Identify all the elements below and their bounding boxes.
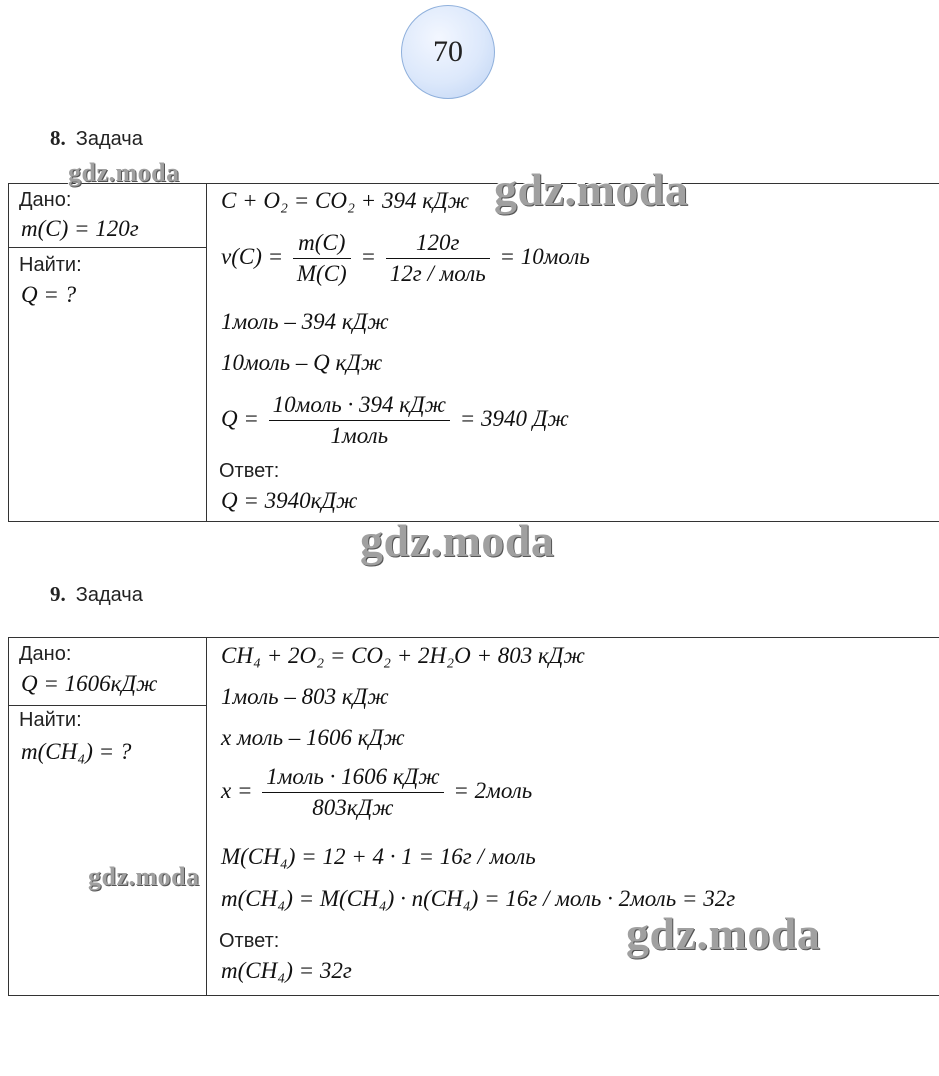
task-9-number: 9.	[50, 582, 66, 606]
reaction-equation: C + O₂ = CO₂ + 394 кДж	[221, 188, 469, 213]
given-value: m(C) = 120г	[21, 216, 139, 241]
task-9-heading	[50, 582, 143, 607]
moles-calculation	[221, 230, 590, 287]
table-divider	[9, 705, 206, 706]
proportion-line-2: 10моль – Q кДж	[221, 350, 383, 375]
find-label: Найти:	[19, 709, 82, 731]
fraction	[262, 764, 443, 821]
find-value: m(CH₄) = ?	[21, 739, 132, 764]
proportion-line-1: 1моль – 394 кДж	[221, 309, 389, 334]
table-divider	[206, 638, 207, 995]
page-number-badge: 70	[401, 5, 495, 99]
fraction	[269, 392, 450, 449]
moles-lhs: ν(C) =	[221, 243, 284, 269]
fraction	[386, 230, 490, 287]
watermark: gdz.moda	[626, 908, 821, 959]
watermark: gdz.moda	[68, 158, 180, 187]
numerator: m(C)	[293, 230, 351, 259]
given-label: Дано:	[19, 189, 72, 211]
answer-label: Ответ:	[219, 460, 280, 482]
numerator: 120г	[386, 230, 490, 259]
heat-calculation	[221, 392, 569, 449]
mass-calculation: m(CH₄) = M(CH₄) · n(CH₄) = 16г / моль · 2моль = 32г	[221, 886, 736, 911]
task-8-number: 8.	[50, 126, 66, 150]
table-divider	[206, 184, 207, 521]
heat-lhs: Q =	[221, 405, 259, 431]
fraction	[293, 230, 351, 287]
watermark: gdz.moda	[360, 515, 555, 566]
heat-result: = 3940 Дж	[459, 405, 569, 431]
numerator: 1моль · 1606 кДж	[262, 764, 443, 793]
proportion-line-1: 1моль – 803 кДж	[221, 684, 389, 709]
moles-lhs: x =	[221, 777, 253, 803]
given-label: Дано:	[19, 643, 72, 665]
denominator: 12г / моль	[389, 261, 486, 286]
moles-calculation	[221, 764, 532, 821]
denominator: M(C)	[296, 261, 347, 286]
molar-mass-line: M(CH₄) = 12 + 4 · 1 = 16г / моль	[221, 844, 536, 869]
moles-result: = 2моль	[453, 777, 533, 803]
find-label: Найти:	[19, 254, 82, 276]
answer-label: Ответ:	[219, 930, 280, 952]
given-value: Q = 1606кДж	[21, 671, 158, 696]
answer-value: m(CH₄) = 32г	[221, 958, 352, 983]
equals-sign: =	[360, 243, 376, 269]
task-8-title: Задача	[75, 128, 143, 150]
task-9-title: Задача	[75, 584, 143, 606]
numerator: 10моль · 394 кДж	[269, 392, 450, 421]
watermark: gdz.moda	[88, 862, 200, 891]
reaction-equation: CH₄ + 2O₂ = CO₂ + 2H₂O + 803 кДж	[221, 643, 585, 668]
proportion-line-2: x моль – 1606 кДж	[221, 725, 405, 750]
denominator: 1моль	[330, 423, 389, 448]
denominator: 803кДж	[312, 795, 394, 820]
find-value: Q = ?	[21, 282, 77, 307]
task-8-heading	[50, 126, 143, 151]
table-divider	[9, 247, 206, 248]
answer-value: Q = 3940кДж	[221, 488, 358, 513]
moles-result: = 10моль	[499, 243, 590, 269]
watermark: gdz.moda	[494, 164, 689, 215]
task-8-table	[8, 183, 939, 522]
